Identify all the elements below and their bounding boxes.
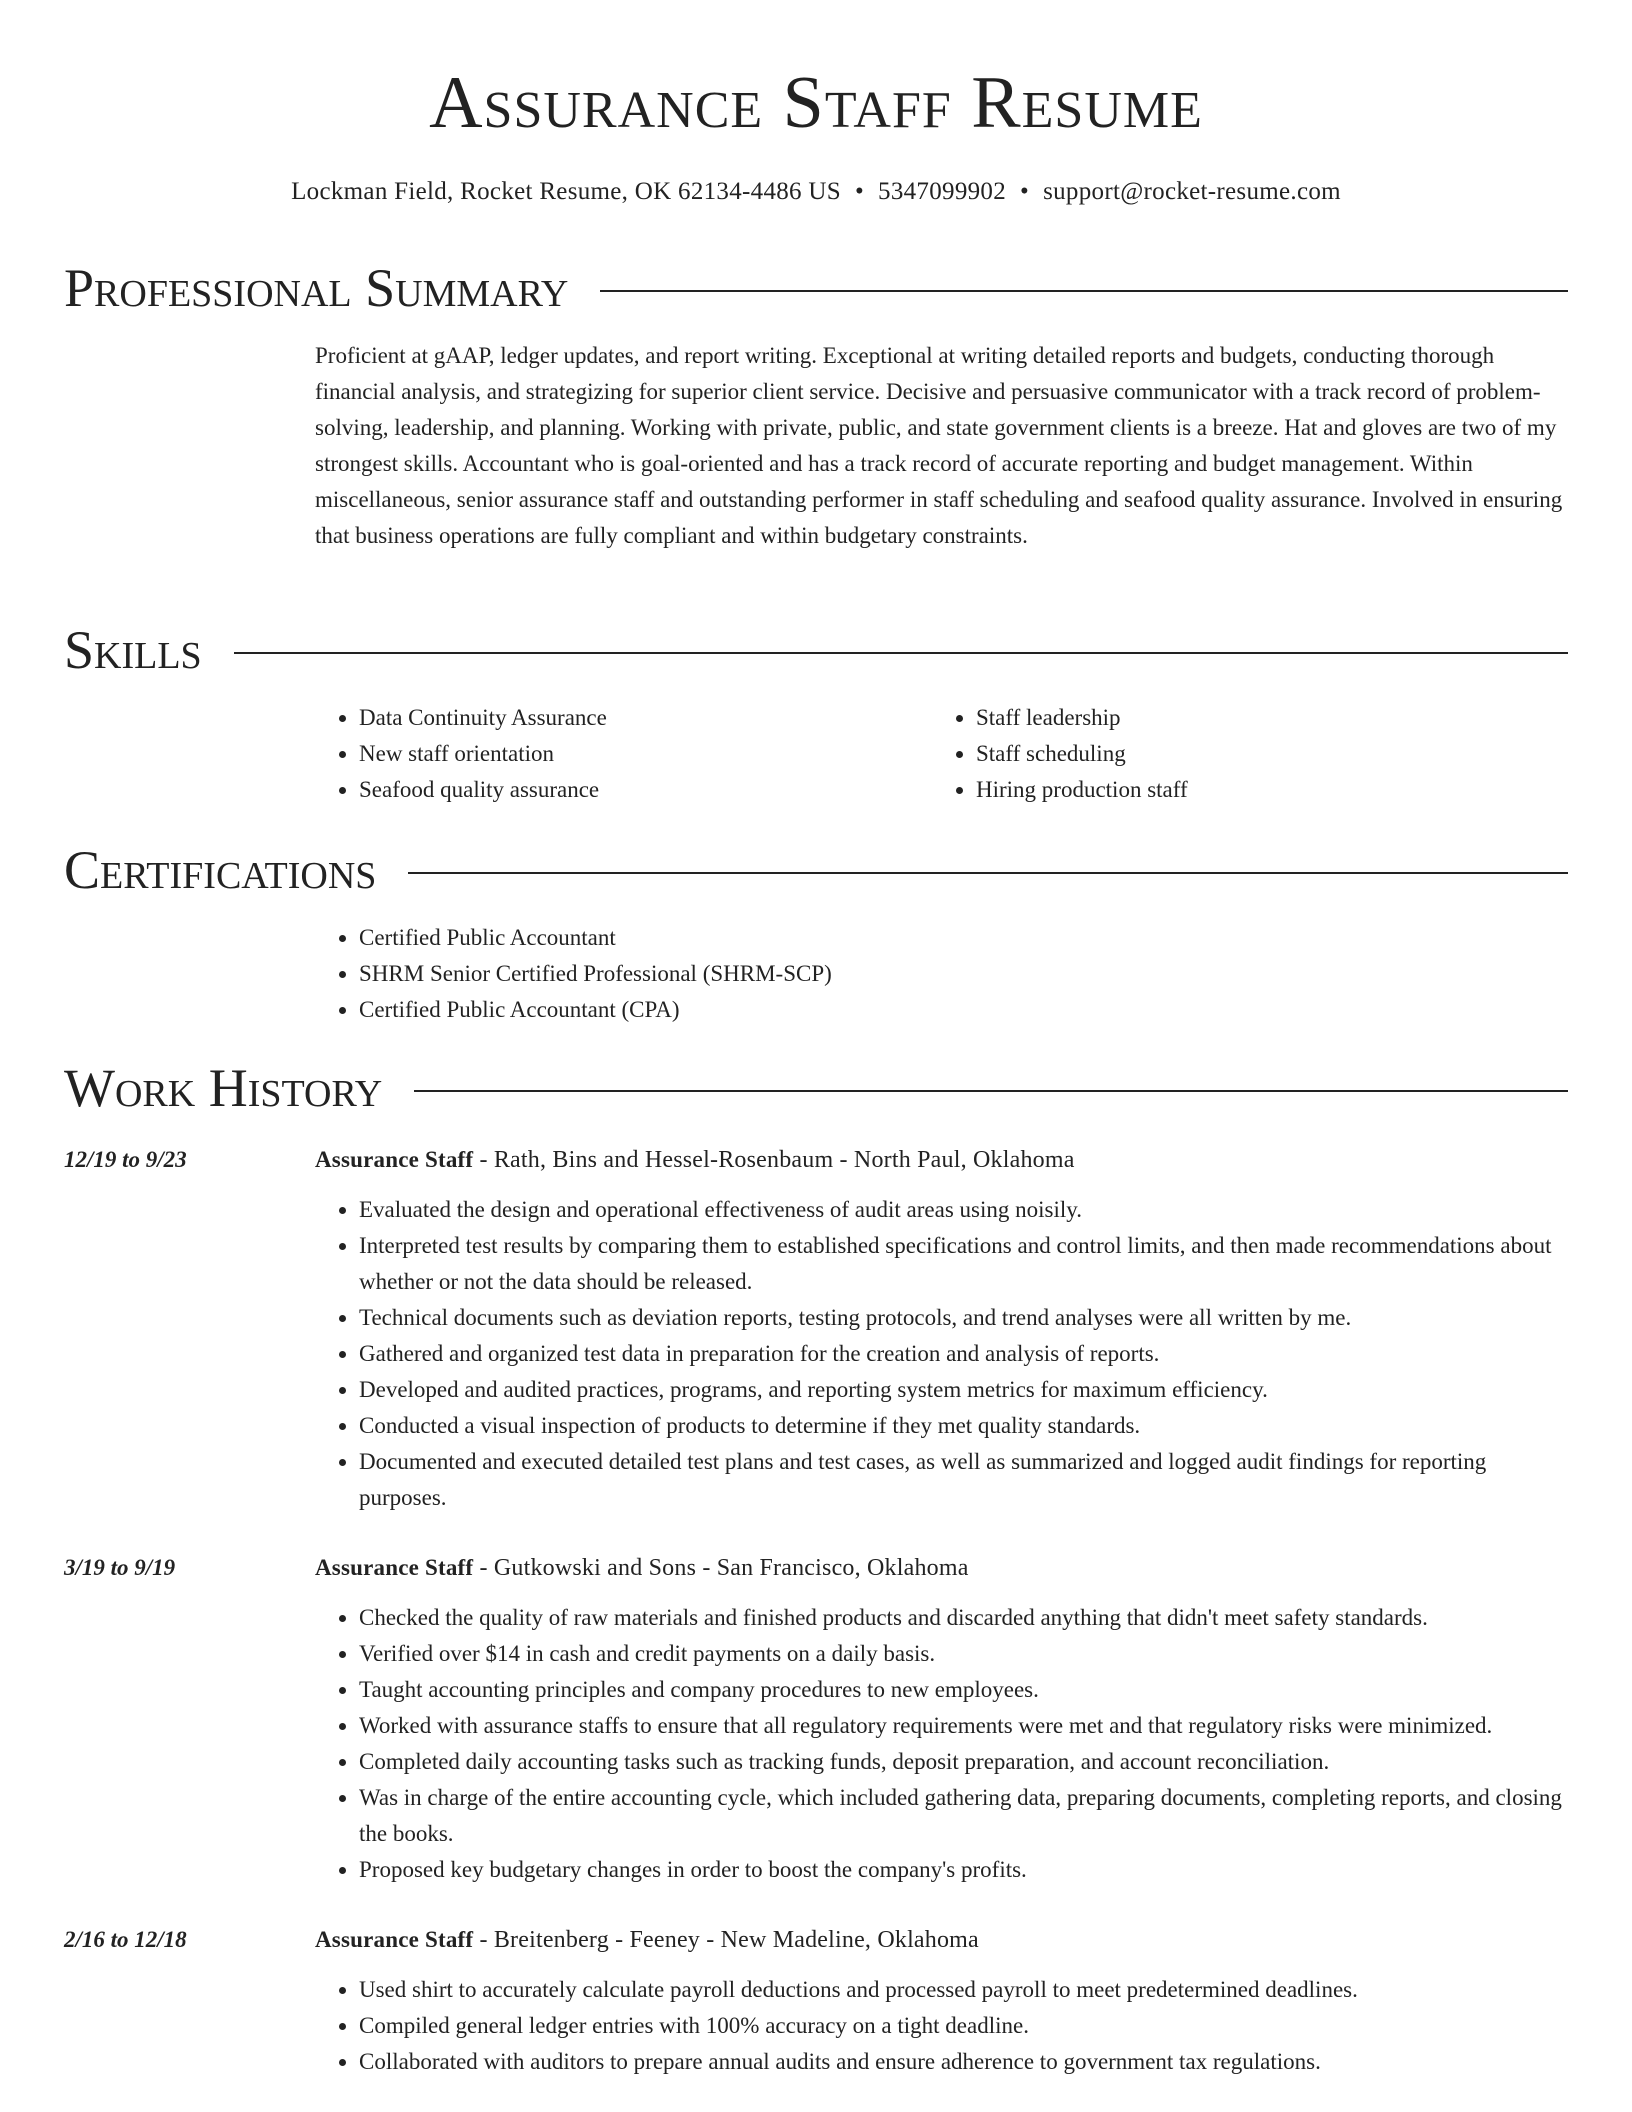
job-entry (64, 1142, 1568, 1516)
job-company: - Gutkowski and Sons - San Francisco, Oklahoma (473, 1555, 969, 1581)
section-title: Work History (64, 1058, 383, 1118)
job-entry (64, 1550, 1568, 1888)
job-dates: 12/19 to 9/23 (64, 1147, 187, 1172)
job-bullet: • Proposed key budgetary changes in order to boost the company's profits. (359, 1852, 1568, 1888)
section-header (64, 838, 1568, 902)
job-details (315, 1922, 1568, 2080)
certification-item: • Certified Public Accountant (359, 920, 1568, 956)
job-bullet: • Completed daily accounting tasks such as tracking funds, deposit preparation, and account reconciliation. (359, 1744, 1568, 1780)
section-certifications (64, 838, 1568, 1028)
skills-list (932, 700, 1549, 808)
work-history-list (64, 1142, 1568, 2080)
section-header (64, 618, 1568, 682)
section-divider (600, 290, 1568, 292)
section-divider (408, 872, 1568, 874)
job-bullet: • Was in charge of the entire accounting cycle, which included gathering data, preparing documents, completing reports, and closing the books. (359, 1780, 1568, 1852)
skills-columns (315, 700, 1568, 808)
job-heading (315, 1550, 1568, 1586)
skill-item: • Staff scheduling (976, 736, 1549, 772)
job-title: Assurance Staff (315, 1555, 474, 1580)
job-title: Assurance Staff (315, 1927, 474, 1952)
certification-item: • SHRM Senior Certified Professional (SHRM-SCP) (359, 956, 1568, 992)
job-details (315, 1142, 1568, 1516)
job-bullet: • Developed and audited practices, programs, and reporting system metrics for maximum efficiency. (359, 1372, 1568, 1408)
job-company: - Rath, Bins and Hessel-Rosenbaum - North Paul, Oklahoma (473, 1147, 1075, 1173)
job-details (315, 1550, 1568, 1888)
job-bullet: • Evaluated the design and operational effectiveness of audit areas using noisily. (359, 1192, 1568, 1228)
job-bullets (315, 1972, 1568, 2080)
job-company: - Breitenberg - Feeney - New Madeline, Oklahoma (473, 1927, 979, 1953)
job-bullet: • Technical documents such as deviation reports, testing protocols, and trend analyses were all written by me. (359, 1300, 1568, 1336)
job-bullet: • Interpreted test results by comparing them to established specifications and control limits, and then made recommendations about whether or not the data should be released. (359, 1228, 1568, 1300)
section-work-history (64, 1056, 1568, 2104)
section-divider (234, 652, 1568, 654)
skills-column-left (315, 700, 932, 808)
job-bullet: • Conducted a visual inspection of products to determine if they met quality standards. (359, 1408, 1568, 1444)
resume-title: Assurance Staff Resume (429, 62, 1203, 144)
job-bullet: • Taught accounting principles and company procedures to new employees. (359, 1672, 1568, 1708)
section-header (64, 256, 1568, 320)
contact-email: support@rocket-resume.com (1043, 178, 1341, 205)
job-dates: 3/19 to 9/19 (64, 1555, 176, 1580)
skill-item: • Hiring production staff (976, 772, 1549, 808)
contact-separator: • (1020, 178, 1030, 205)
skills-body (315, 700, 1568, 808)
contact-phone: 5347099902 (878, 178, 1007, 205)
job-title: Assurance Staff (315, 1147, 474, 1172)
job-bullet: • Compiled general ledger entries with 100% accuracy on a tight deadline. (359, 2008, 1568, 2044)
skill-item: • Seafood quality assurance (359, 772, 932, 808)
contact-line (64, 174, 1568, 210)
skill-item: • Data Continuity Assurance (359, 700, 932, 736)
certification-item: • Certified Public Accountant (CPA) (359, 992, 1568, 1028)
section-professional-summary (64, 256, 1568, 554)
section-title: Certifications (64, 840, 377, 900)
job-bullet: • Documented and executed detailed test plans and test cases, as well as summarized and logged audit findings for reporting purposes. (359, 1444, 1568, 1516)
summary-text: Proficient at gAAP, ledger updates, and report writing. Exceptional at writing detailed reports and budgets, conducting thorough financial analysis, and strategizing for superior client service. Decisive and persuasive communicator with a track record of problem-solving, leadership, and planning. Working with private, public, and state government clients is a breeze. Hat and gloves are two of my strongest skills. Accountant who is goal-oriented and has a track record of accurate reporting and budget management. Within miscellaneous, senior assurance staff and outstanding performer in staff scheduling and seafood quality assurance. Involved in ensuring that business operations are fully compliant and within budgetary constraints. (315, 343, 1563, 548)
section-title: Skills (64, 620, 202, 680)
skills-list (315, 700, 932, 808)
summary-body (315, 338, 1568, 554)
section-skills (64, 618, 1568, 808)
job-entry (64, 1922, 1568, 2080)
contact-address: Lockman Field, Rocket Resume, OK 62134-4486 US (291, 178, 841, 205)
section-title: Professional Summary (64, 258, 569, 318)
job-bullet: • Checked the quality of raw materials and finished products and discarded anything that didn't meet safety standards. (359, 1600, 1568, 1636)
job-bullet: • Gathered and organized test data in preparation for the creation and analysis of reports. (359, 1336, 1568, 1372)
job-heading (315, 1922, 1568, 1958)
section-header (64, 1056, 1568, 1120)
job-bullet: • Verified over $14 in cash and credit payments on a daily basis. (359, 1636, 1568, 1672)
contact-separator: • (854, 178, 865, 205)
job-bullet: • Used shirt to accurately calculate payroll deductions and processed payroll to meet predetermined deadlines. (359, 1972, 1568, 2008)
skills-column-right (932, 700, 1549, 808)
job-bullet: • Collaborated with auditors to prepare annual audits and ensure adherence to government tax regulations. (359, 2044, 1568, 2080)
section-divider (414, 1090, 1568, 1092)
certifications-list (315, 920, 1568, 1028)
job-dates: 2/16 to 12/18 (64, 1927, 187, 1952)
job-heading (315, 1142, 1568, 1178)
certifications-body (315, 920, 1568, 1028)
job-bullet: • Worked with assurance staffs to ensure that all regulatory requirements were met and that regulatory risks were minimized. (359, 1708, 1568, 1744)
skill-item: • New staff orientation (359, 736, 932, 772)
job-bullets (315, 1600, 1568, 1888)
job-bullets (315, 1192, 1568, 1516)
skill-item: • Staff leadership (976, 700, 1549, 736)
